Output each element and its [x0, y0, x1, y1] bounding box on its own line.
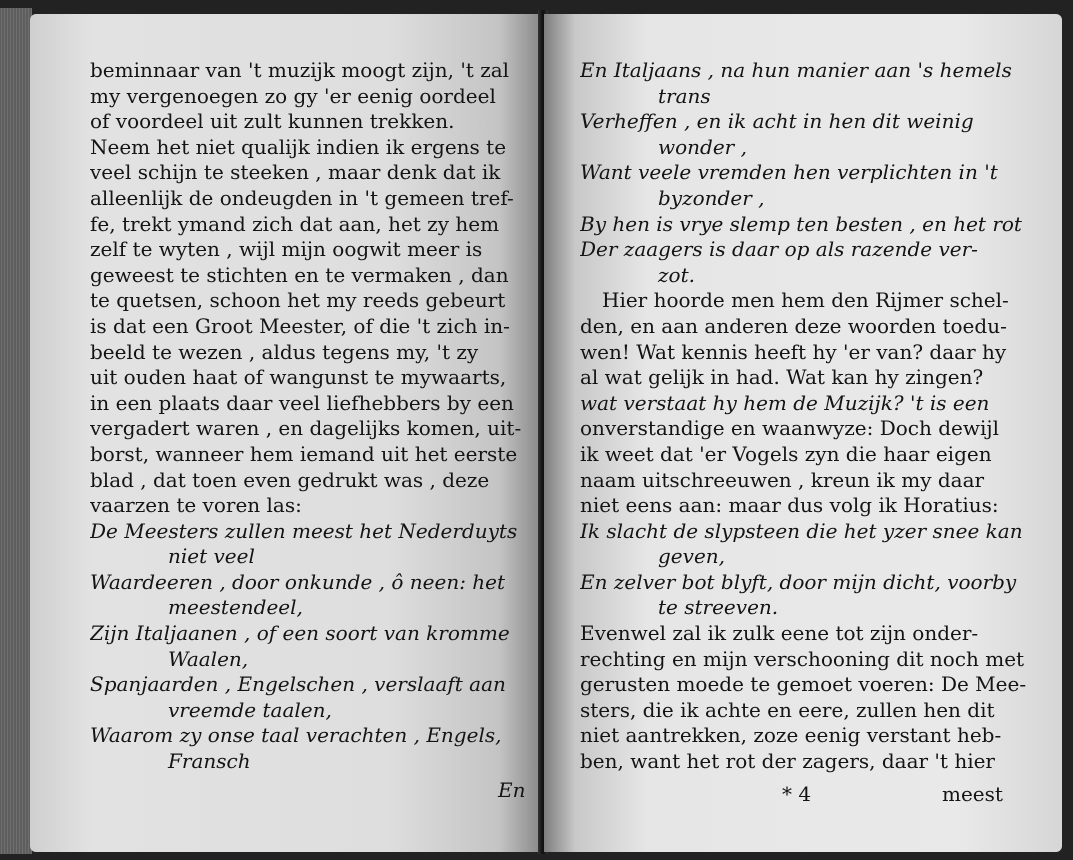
text-line: En zelver bot blyft, door mijn dicht, voorby: [580, 569, 1017, 594]
text-line: fe, trekt ymand zich dat aan, het zy hem: [90, 211, 500, 236]
text-line: geven,: [658, 544, 726, 569]
text-line: uit ouden haat of wangunst te mywaarts,: [90, 365, 507, 390]
text-line: onverstandige en waanwyze: Doch dewijl: [580, 416, 999, 441]
text-line: wat verstaat hy hem de Muzijk? 't is een: [580, 390, 990, 415]
text-line: ik weet dat 'er Vogels zyn die haar eigen: [580, 441, 992, 466]
text-line: beminnaar van 't muzijk moogt zijn, 't zal: [90, 58, 510, 82]
text-line: Waardeeren , door onkunde , ô neen: het: [90, 569, 506, 594]
text-line: borst, wanneer hem iemand uit het eerste: [90, 441, 518, 466]
text-line: gerusten moede te gemoet voeren: De Mee-: [580, 672, 1027, 697]
text-line: Hier hoorde men hem den Rijmer schel-: [602, 288, 1009, 313]
text-line: Ik slacht de slypsteen die het yzer snee kan: [580, 518, 1023, 543]
text-line: By hen is vrye slemp ten besten , en het rot: [580, 211, 1022, 236]
text-line: in een plaats daar veel liefhebbers by een: [90, 390, 514, 415]
text-line: Waalen,: [168, 646, 249, 671]
page-edges: [0, 8, 32, 854]
right-catchword: meest: [942, 782, 1003, 806]
text-line: niet aantrekken, zoze eenig verstant heb-: [580, 723, 1002, 748]
text-line: te streeven.: [658, 595, 779, 620]
text-line: trans: [658, 83, 711, 108]
text-line: vaarzen te voren las:: [90, 493, 302, 518]
right-page: [544, 14, 1062, 852]
text-line: zelf te wyten , wijl mijn oogwit meer is: [90, 237, 483, 262]
text-line: wonder ,: [658, 134, 747, 159]
text-line: wen! Wat kennis heeft hy 'er van? daar hy: [580, 339, 1007, 364]
left-catchword: En: [498, 778, 526, 802]
text-line: my vergenoegen zo gy 'er eenig oordeel: [90, 83, 496, 108]
text-line: En Italjaans , na hun manier aan 's hemels: [580, 58, 1012, 82]
text-line: den, en aan anderen deze woorden toedu-: [580, 313, 1007, 338]
text-line: of voordeel uit zult kunnen trekken.: [90, 109, 455, 134]
left-page: [30, 14, 540, 852]
left-page-text: [90, 58, 540, 775]
text-line: niet eens aan: maar dus volg ik Horatius:: [580, 493, 999, 518]
text-line: Neem het niet qualijk indien ik ergens te: [90, 134, 507, 159]
text-line: rechting en mijn verschooning dit noch met: [580, 646, 1025, 671]
text-line: is dat een Groot Meester, of die 't zich in-: [90, 313, 510, 338]
text-line: byzonder ,: [658, 185, 765, 210]
text-line: geweest te stichten en te vermaken , dan: [90, 262, 509, 287]
right-page-text: [580, 58, 1042, 775]
text-line: Evenwel zal ik zulk eene tot zijn onder-: [580, 621, 979, 646]
text-line: niet veel: [168, 544, 255, 569]
text-line: De Meesters zullen meest het Nederduyts: [90, 518, 518, 543]
text-line: Der zaagers is daar op als razende ver-: [580, 237, 978, 262]
text-line: Verheffen , en ik acht in hen dit weinig: [580, 109, 974, 134]
text-line: veel schijn te steeken , maar denk dat ik: [90, 160, 501, 185]
text-line: blad , dat toen even gedrukt was , deze: [90, 467, 490, 492]
text-line: te quetsen, schoon het my reeds gebeurt: [90, 288, 506, 313]
text-line: Waarom zy onse taal verachten , Engels,: [90, 723, 502, 748]
text-line: zot.: [658, 262, 695, 287]
text-line: alleenlijk de ondeugden in 't gemeen tref-: [90, 185, 514, 210]
signature-mark: * 4: [782, 782, 812, 806]
text-line: beeld te wezen , aldus tegens my, 't zy: [90, 339, 479, 364]
text-line: Fransch: [168, 749, 251, 774]
text-line: al wat gelijk in had. Wat kan hy zingen?: [580, 365, 984, 390]
text-line: Zijn Italjaanen , of een soort van kromme: [90, 621, 510, 646]
text-line: vreemde taalen,: [168, 697, 332, 722]
text-line: sters, die ik achte en eere, zullen hen dit: [580, 697, 995, 722]
text-line: Want veele vremden hen verplichten in 't: [580, 160, 998, 185]
text-line: naam uitschreeuwen , kreun ik my daar: [580, 467, 985, 492]
text-line: meestendeel,: [168, 595, 303, 620]
text-line: vergadert waren , en dagelijks komen, uit-: [90, 416, 522, 441]
text-line: ben, want het rot der zagers, daar 't hier: [580, 749, 995, 774]
text-line: Spanjaarden , Engelschen , verslaaft aan: [90, 672, 506, 697]
